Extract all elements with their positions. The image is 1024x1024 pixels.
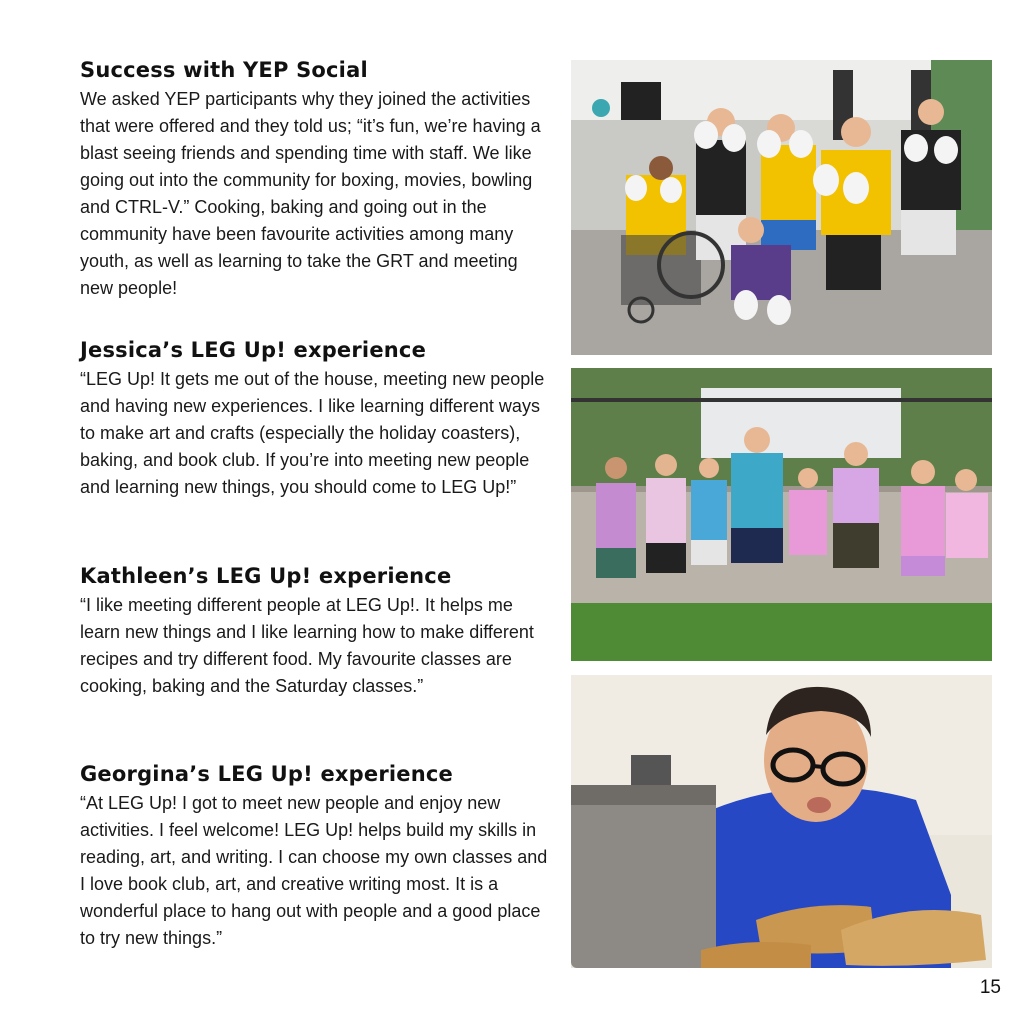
section-yep-social [80, 56, 550, 302]
tie-dye-group-photo [571, 368, 992, 661]
section-heading: Success with YEP Social [80, 58, 368, 82]
page-number: 15 [979, 977, 1001, 998]
section-body: “I like meeting different people at LEG Up!. It helps me learn new things and I like learning how to make different recipes and try different food. My favourite classes are cooking, baking and the Saturday classes.” [80, 595, 534, 696]
section-body: “At LEG Up! I got to meet new people and enjoy new activities. I feel welcome! LEG Up! helps build my skills in reading, art, and writing. I can choose my own classes and I love book club, art, and creative writing most. It is a wonderful place to hang out with people and a good place to try new things.” [80, 793, 548, 948]
section-body: “LEG Up! It gets me out of the house, meeting new people and having new experiences. I like learning different ways to make art and crafts (especially the holiday coasters), baking, and book club. If you’re into meeting new people and learning new things, you should come to LEG Up!” [80, 369, 545, 497]
section-heading: Jessica’s LEG Up! experience [80, 338, 427, 362]
section-heading: Kathleen’s LEG Up! experience [80, 564, 452, 588]
section-body: We asked YEP participants why they joined the activities that were offered and they told us; “it’s fun, we’re having a blast seeing friends and spending time with staff. We like going out into the community for boxing, movies, bowling and CTRL-V.” Cooking, baking and going out in the community have been favourite activities among many youth, as well as learning to take the GRT and meeting new people! [80, 89, 541, 298]
boxing-group-photo [571, 60, 992, 355]
section-georgina [80, 760, 550, 952]
section-kathleen [80, 562, 550, 700]
section-jessica [80, 336, 550, 501]
toast-selfie-photo [571, 675, 992, 968]
section-heading: Georgina’s LEG Up! experience [80, 762, 453, 786]
